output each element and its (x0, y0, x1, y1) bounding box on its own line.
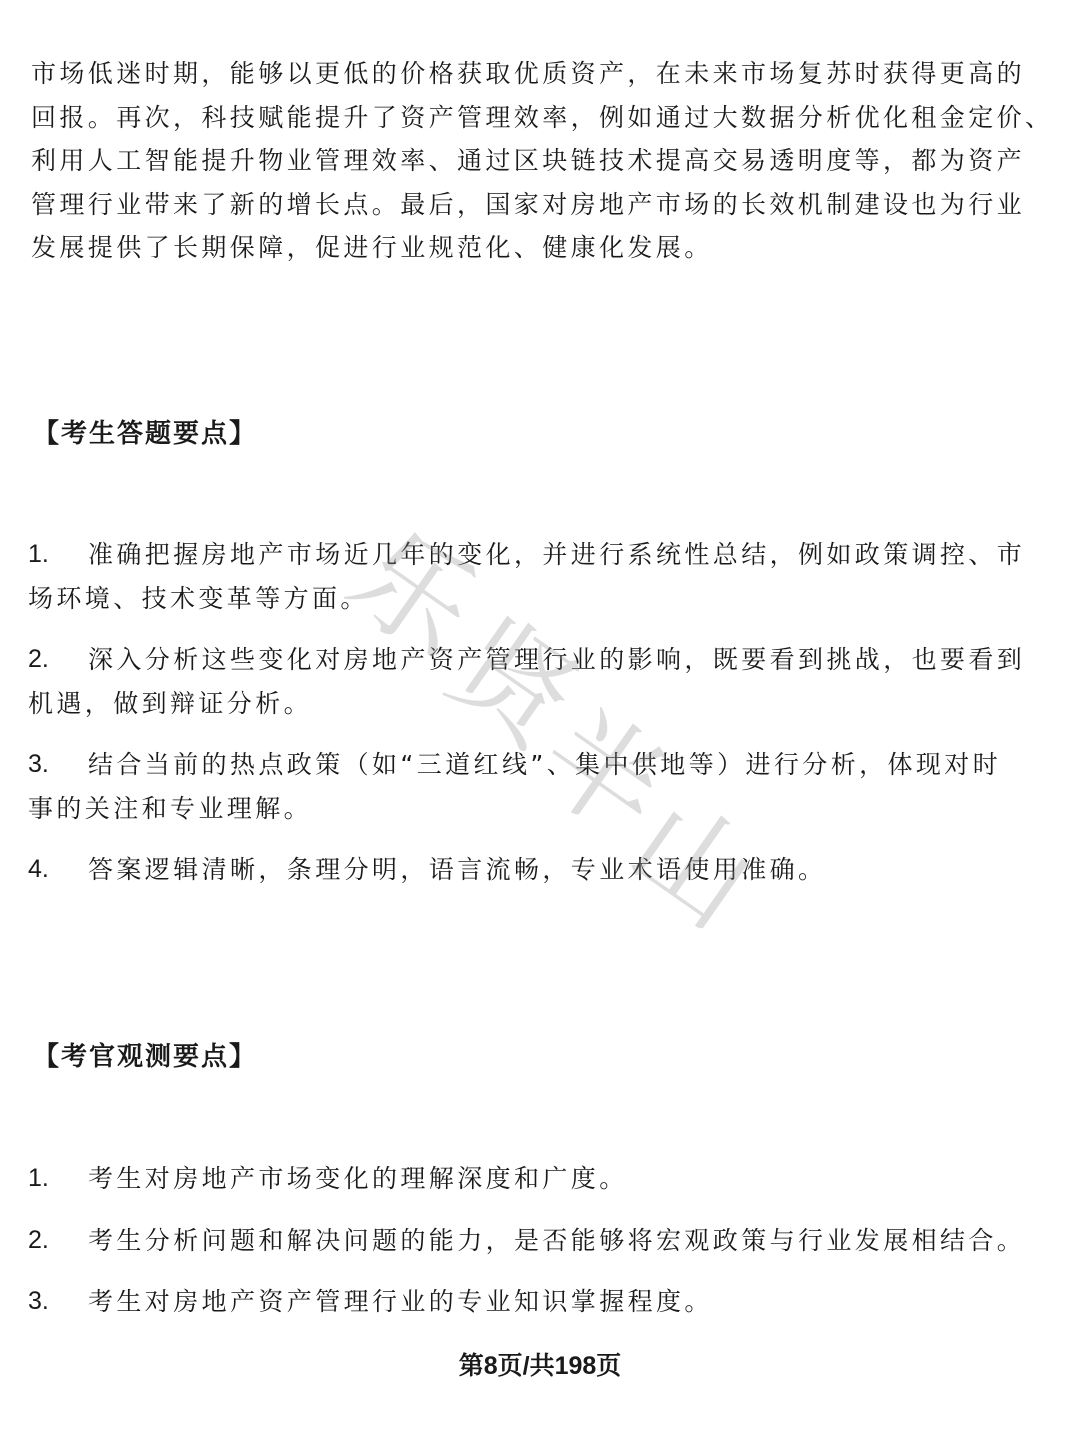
list-item (28, 1157, 1058, 1201)
list-item (28, 743, 1058, 830)
item-text: 事的关注和专业理解。 (28, 793, 313, 823)
intro-paragraph (31, 52, 1061, 270)
item-number: 2. (28, 1225, 49, 1254)
item-number: 1. (28, 1164, 49, 1192)
page-number: 第8页/共198页 (458, 1352, 622, 1380)
candidate-points-list (28, 533, 1058, 910)
item-text: 深入分析这些变化对房地产资产管理行业的影响，既要看到挑战，也要看到 (88, 645, 1026, 674)
paragraph-line: 管理行业带来了新的增长点。最后，国家对房地产市场的长效机制建设也为行业 (31, 189, 1026, 219)
item-text: 答案逻辑清晰，条理分明，语言流畅，专业术语使用准确。 (88, 855, 827, 884)
item-text: 场环境、技术变革等方面。 (28, 583, 369, 613)
list-item (28, 1280, 1058, 1324)
candidate-section-title: 【考生答题要点】 (33, 419, 258, 449)
paragraph-line: 利用人工智能提升物业管理效率、通过区块链技术提高交易透明度等，都为资产 (31, 146, 1026, 175)
item-text: 结合当前的热点政策（如“三道红线”、集中供地等）进行分析，体现对时 (88, 750, 1002, 779)
list-item (28, 848, 1058, 892)
paragraph-line: 发展提供了长期保障，促进行业规范化、健康化发展。 (31, 233, 713, 262)
watermark-glyph: 贤 (425, 592, 602, 774)
item-text: 机遇，做到辩证分析。 (28, 688, 313, 718)
item-text: 考生对房地产资产管理行业的专业知识掌握程度。 (88, 1287, 713, 1316)
item-text: 准确把握房地产市场近几年的变化，并进行系统性总结，例如政策调控、市 (88, 540, 1026, 569)
examiner-section-title: 【考官观测要点】 (33, 1042, 258, 1072)
item-number: 3. (28, 750, 49, 778)
item-number: 3. (28, 1287, 49, 1315)
item-text: 考生分析问题和解决问题的能力，是否能够将宏观政策与行业发展相结合。 (88, 1225, 1026, 1255)
watermark-glyph: 乐 (325, 502, 502, 684)
paragraph-line: 回报。再次，科技赋能提升了资产管理效率，例如通过大数据分析优化租金定价、 (31, 102, 1054, 132)
list-item (28, 638, 1058, 725)
watermark-glyph: 山 (605, 772, 782, 954)
list-item (28, 1219, 1058, 1263)
paragraph-line: 市场低迷时期，能够以更低的价格获取优质资产，在未来市场复苏时获得更高的 (31, 59, 1026, 88)
item-text: 考生对房地产市场变化的理解深度和广度。 (88, 1164, 628, 1193)
item-number: 1. (28, 540, 49, 568)
examiner-points-list (28, 1157, 1058, 1342)
watermark-glyph: 半 (515, 682, 692, 864)
item-number: 2. (28, 645, 49, 673)
item-number: 4. (28, 855, 49, 883)
list-item (28, 533, 1058, 620)
